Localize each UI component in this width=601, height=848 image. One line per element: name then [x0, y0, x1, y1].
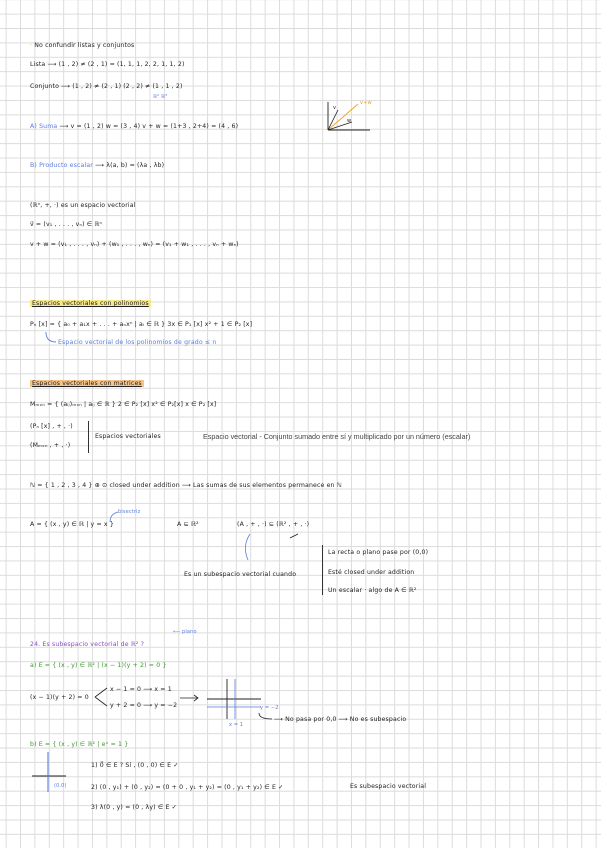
- bullet-dot: ·: [30, 42, 33, 49]
- typed-definition: Espacio vectorial - Conjunto sumado entre sí y multiplicado por un número (escalar): [203, 432, 471, 441]
- qa-hook-arrow: [258, 713, 274, 723]
- note-listas-conjuntos: · No confundir listas y conjuntos: [30, 42, 135, 49]
- note-plano: ⟵ plano: [173, 629, 197, 635]
- qa-y-line-label: y = −2: [260, 705, 279, 711]
- subspace-arrows: [238, 530, 308, 564]
- question-b: b) E = { (x , y) ∈ ℝ² | eˣ = 1 }: [30, 741, 129, 748]
- note-mmn-tuple: (Mₘₓₙ , + , ·): [30, 442, 71, 449]
- vector-v-label: v: [333, 105, 337, 111]
- qa-equation: (x − 1)(y + 2) = 0: [30, 694, 89, 701]
- note-espacios-vectoriales: Espacios vectoriales: [95, 433, 161, 440]
- qb-conclusion: Es subespacio vectorial: [350, 783, 427, 790]
- bracket-espacios: [88, 421, 89, 453]
- qa-x-solution: x − 1 = 0 ⟶ x = 1: [110, 686, 172, 693]
- heading-polinomios: Espacios vectoriales con polinomios: [32, 300, 149, 307]
- note-pn-def: Pₙ [x] = { a₀ + a₁x + . . . + aₙxⁿ | aᵢ ∈ ℝ } 3x ∈ P₁ [x] x² + 1 ∈ P₂ [x]: [30, 321, 253, 328]
- question-24: 24. Es subespacio vectorial de ℝ² ?: [30, 641, 145, 648]
- note-suma: A) Suma ⟶ v = (1 , 2) w = (3 , 4) v + w = (1+3 , 2+4) = (4 , 6): [30, 123, 239, 130]
- note-r-dims: ℝ² ℝ³: [153, 94, 168, 100]
- qa-x-line-label: x = 1: [229, 722, 244, 728]
- note-bisectriz: bisectriz: [118, 509, 141, 515]
- qa-axes-sketch: [205, 677, 265, 721]
- qb-step-3: 3) λ(0 , y) = (0 , λy) ∈ E ✓: [91, 804, 177, 811]
- question-a: a) E = { (x , y) ∈ ℝ² | (x − 1)(y + 2) = 0 }: [30, 662, 167, 669]
- condition-closed: Esté closed under addition: [328, 569, 415, 576]
- note-conjunto: Conjunto ⟶ (1 , 2) ≠ (2 , 1) (2 , 2) ≠ (1 , 1 , 2): [30, 83, 183, 90]
- vector-vw-label: v+w: [360, 100, 372, 106]
- note-vector-v: v⃗ = (v₁ , . . . , vₙ) ∈ ℝⁿ: [30, 221, 103, 228]
- qa-y-solution: y + 2 = 0 ⟶ y = −2: [110, 702, 178, 709]
- note-lista: Lista ⟶ (1 , 2) ≠ (2 , 1) = (1, 1, 1, 2, 2, 1, 1, 2): [30, 61, 185, 68]
- note-set-a: A = { (x , y) ∈ ℝ | y = x }: [30, 521, 114, 528]
- note-producto-escalar: B) Producto escalar ⟶ λ(a, b) = (λa , λb): [30, 162, 165, 169]
- note-rn-espacio: (ℝⁿ, +, ·) es un espacio vectorial: [30, 202, 136, 209]
- condition-scalar: Un escalar · algo de A ∈ ℝ²: [328, 587, 417, 594]
- note-suma-vectores: v + w = (v₁ , . . . , vₙ) + (w₁ , . . . , wₙ) = (v₁ + w₁ , . . . , vₙ + wₙ): [30, 241, 239, 248]
- qb-step-2: 2) (0 , y₁) + (0 , y₂) = (0 + 0 , y₁ + y₂) = (0 , y₁ + y₂) ∈ E ✓: [91, 784, 284, 791]
- vector-sum-sketch: [322, 96, 392, 136]
- bracket-conditions: [322, 545, 323, 595]
- condition-origin: La recta o plano pase por (0,0): [328, 549, 429, 556]
- qa-arrow: [180, 695, 200, 701]
- note-a-tuple: (A , + , ·) ⊆ (ℝ² , + , ·): [237, 521, 310, 528]
- note-pn-desc: Espacio vectorial de los polinomios de grado ≤ n: [58, 339, 217, 346]
- qa-conclusion: ⟶ No pasa por 0,0 ⟶ No es subespacio: [274, 716, 407, 723]
- qb-step-1: 1) 0⃗ ∈ E ? Sí , (0 , 0) ∈ E ✓: [91, 762, 179, 769]
- heading-matrices: Espacios vectoriales con matrices: [32, 380, 142, 387]
- note-subespacio-cuando: Es un subespacio vectorial cuando: [184, 571, 297, 578]
- qa-split-arrows: [95, 686, 109, 708]
- note-mmn-def: Mₘₓₙ = { (aᵢⱼ)ₘₓₙ | aᵢⱼ ∈ ℝ } 2 ∈ P₂ [x] x² ∈ P₂[x] x ∈ P₂ [x]: [30, 401, 217, 408]
- note-closed-addition: ℕ = { 1 , 2 , 3 , 4 } ⊕ ⊙ closed under addition ⟶ Las sumas de sus elementos permanece en ℕ: [30, 482, 342, 489]
- qb-origin-label: (0,0): [54, 783, 67, 789]
- vector-w-label: w: [347, 118, 352, 124]
- note-a-subset: A ⊆ ℝ²: [177, 521, 199, 528]
- note-pn-tuple: (Pₙ [x] , + , ·): [30, 423, 73, 430]
